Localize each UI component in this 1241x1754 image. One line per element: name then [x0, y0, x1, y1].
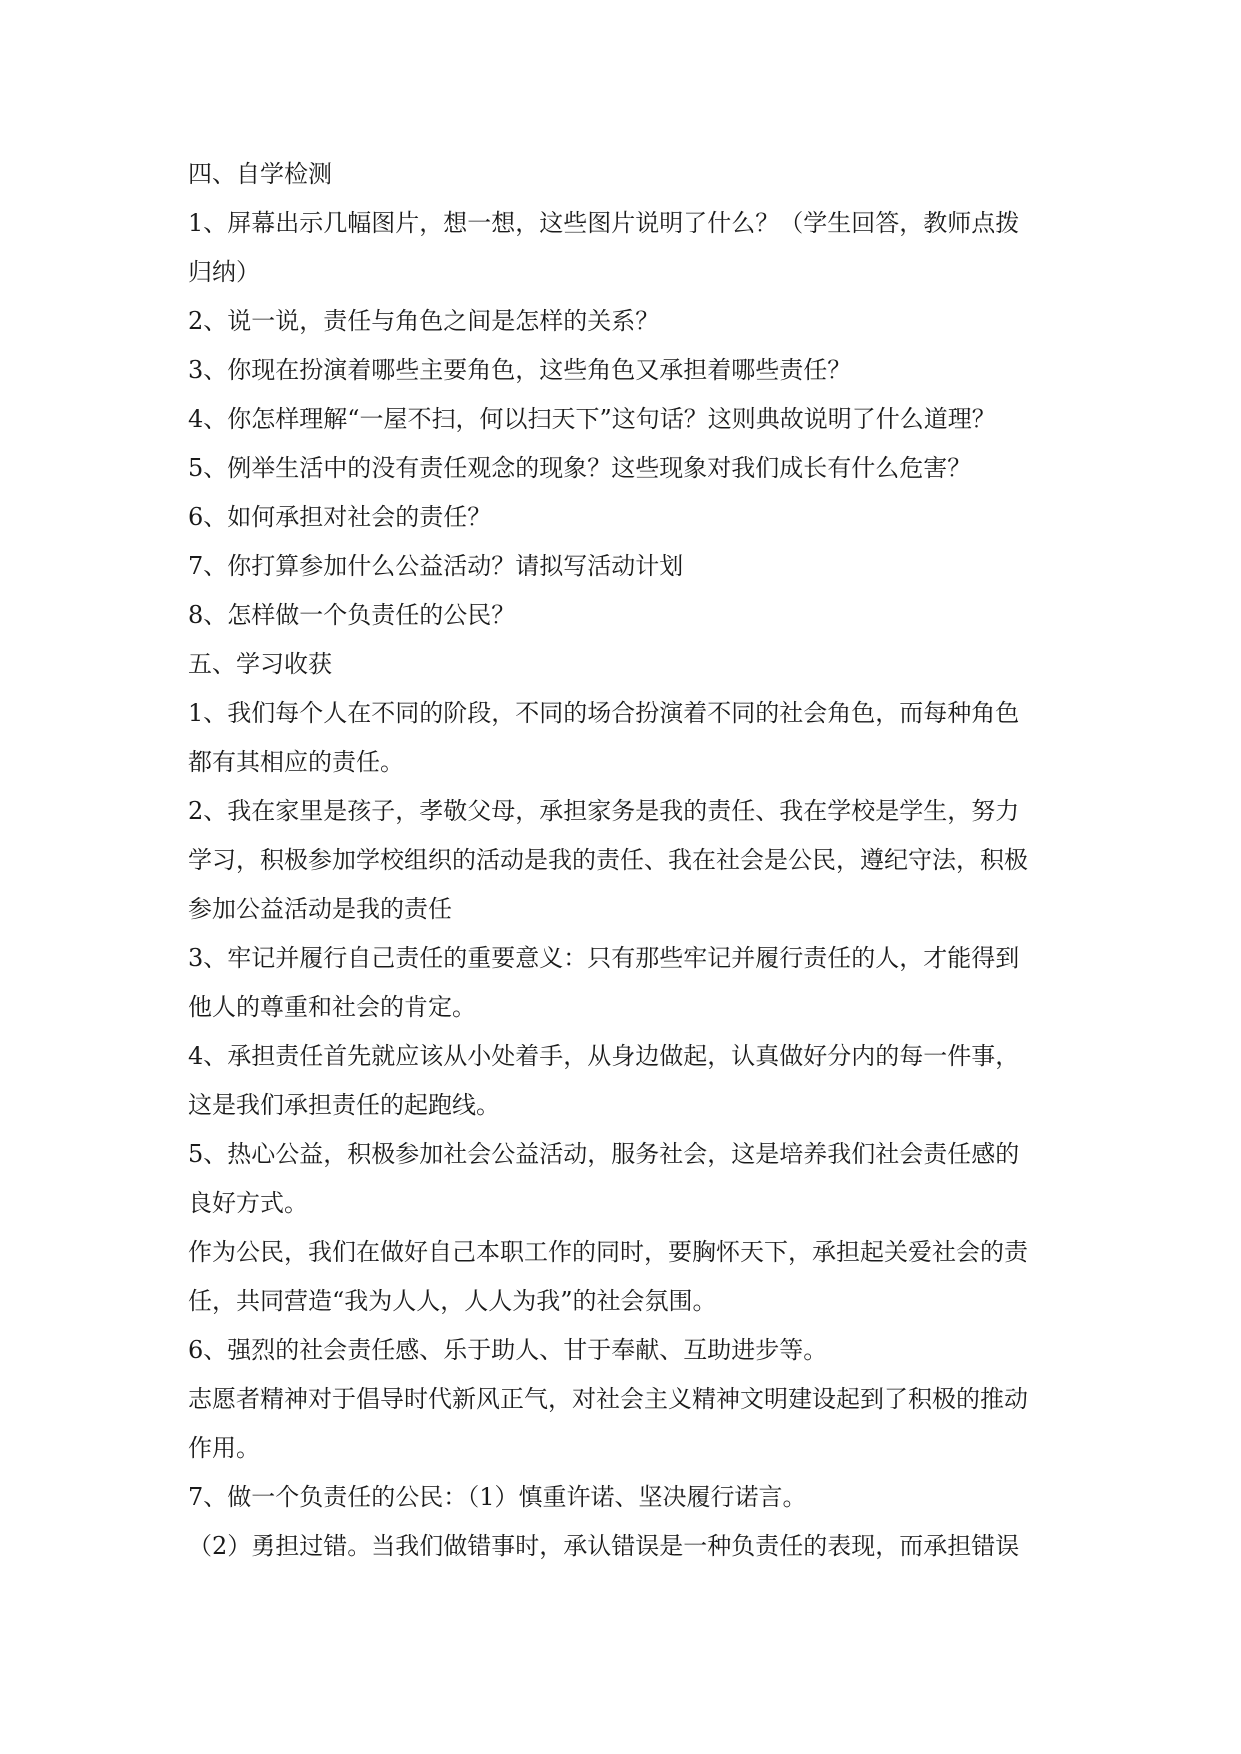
text-line: 4、你怎样理解“一屋不扫，何以扫天下”这句话？这则典故说明了什么道理？ [188, 405, 996, 433]
text-line: 3、你现在扮演着哪些主要角色，这些角色又承担着哪些责任？ [188, 356, 852, 384]
text-line: 良好方式。 [188, 1189, 308, 1217]
section-heading-learning-gains: 五、学习收获 [188, 650, 332, 678]
text-line: 2、说一说，责任与角色之间是怎样的关系？ [188, 307, 660, 335]
text-line: 6、强烈的社会责任感、乐于助人、甘于奉献、互助进步等。 [188, 1336, 828, 1364]
text-line: 5、例举生活中的没有责任观念的现象？这些现象对我们成长有什么危害？ [188, 454, 972, 482]
text-line: 都有其相应的责任。 [188, 748, 404, 776]
text-line: 3、牢记并履行自己责任的重要意义：只有那些牢记并履行责任的人，才能得到 [188, 944, 1020, 972]
text-line: 归纳） [188, 258, 260, 286]
text-line: 2、我在家里是孩子，孝敬父母，承担家务是我的责任、我在学校是学生，努力 [188, 797, 1020, 825]
text-line: 7、做一个负责任的公民：（1）慎重许诺、坚决履行诺言。 [188, 1483, 807, 1511]
text-line: 8、怎样做一个负责任的公民？ [188, 601, 516, 629]
text-line: 作为公民，我们在做好自己本职工作的同时，要胸怀天下，承担起关爱社会的责 [188, 1238, 1028, 1266]
text-line: 4、承担责任首先就应该从小处着手，从身边做起，认真做好分内的每一件事， [188, 1042, 1020, 1070]
text-line: 任，共同营造“我为人人，人人为我”的社会氛围。 [188, 1287, 717, 1315]
text-line: （2）勇担过错。当我们做错事时，承认错误是一种负责任的表现，而承担错误 [188, 1532, 1020, 1560]
document-body [188, 150, 1060, 1571]
text-line: 参加公益活动是我的责任 [188, 895, 452, 923]
text-line: 志愿者精神对于倡导时代新风正气，对社会主义精神文明建设起到了积极的推动 [188, 1385, 1028, 1413]
text-line: 他人的尊重和社会的肯定。 [188, 993, 476, 1021]
text-line: 7、你打算参加什么公益活动？请拟写活动计划 [188, 552, 684, 580]
text-line: 1、屏幕出示几幅图片，想一想，这些图片说明了什么？（学生回答，教师点拨 [188, 209, 1020, 237]
section-heading-self-test: 四、自学检测 [188, 160, 332, 188]
text-line: 这是我们承担责任的起跑线。 [188, 1091, 500, 1119]
text-line: 学习，积极参加学校组织的活动是我的责任、我在社会是公民，遵纪守法，积极 [188, 846, 1028, 874]
text-line: 1、我们每个人在不同的阶段，不同的场合扮演着不同的社会角色，而每种角色 [188, 699, 1020, 727]
text-line: 6、如何承担对社会的责任？ [188, 503, 492, 531]
text-line: 5、热心公益，积极参加社会公益活动，服务社会，这是培养我们社会责任感的 [188, 1140, 1020, 1168]
text-line: 作用。 [188, 1434, 260, 1462]
